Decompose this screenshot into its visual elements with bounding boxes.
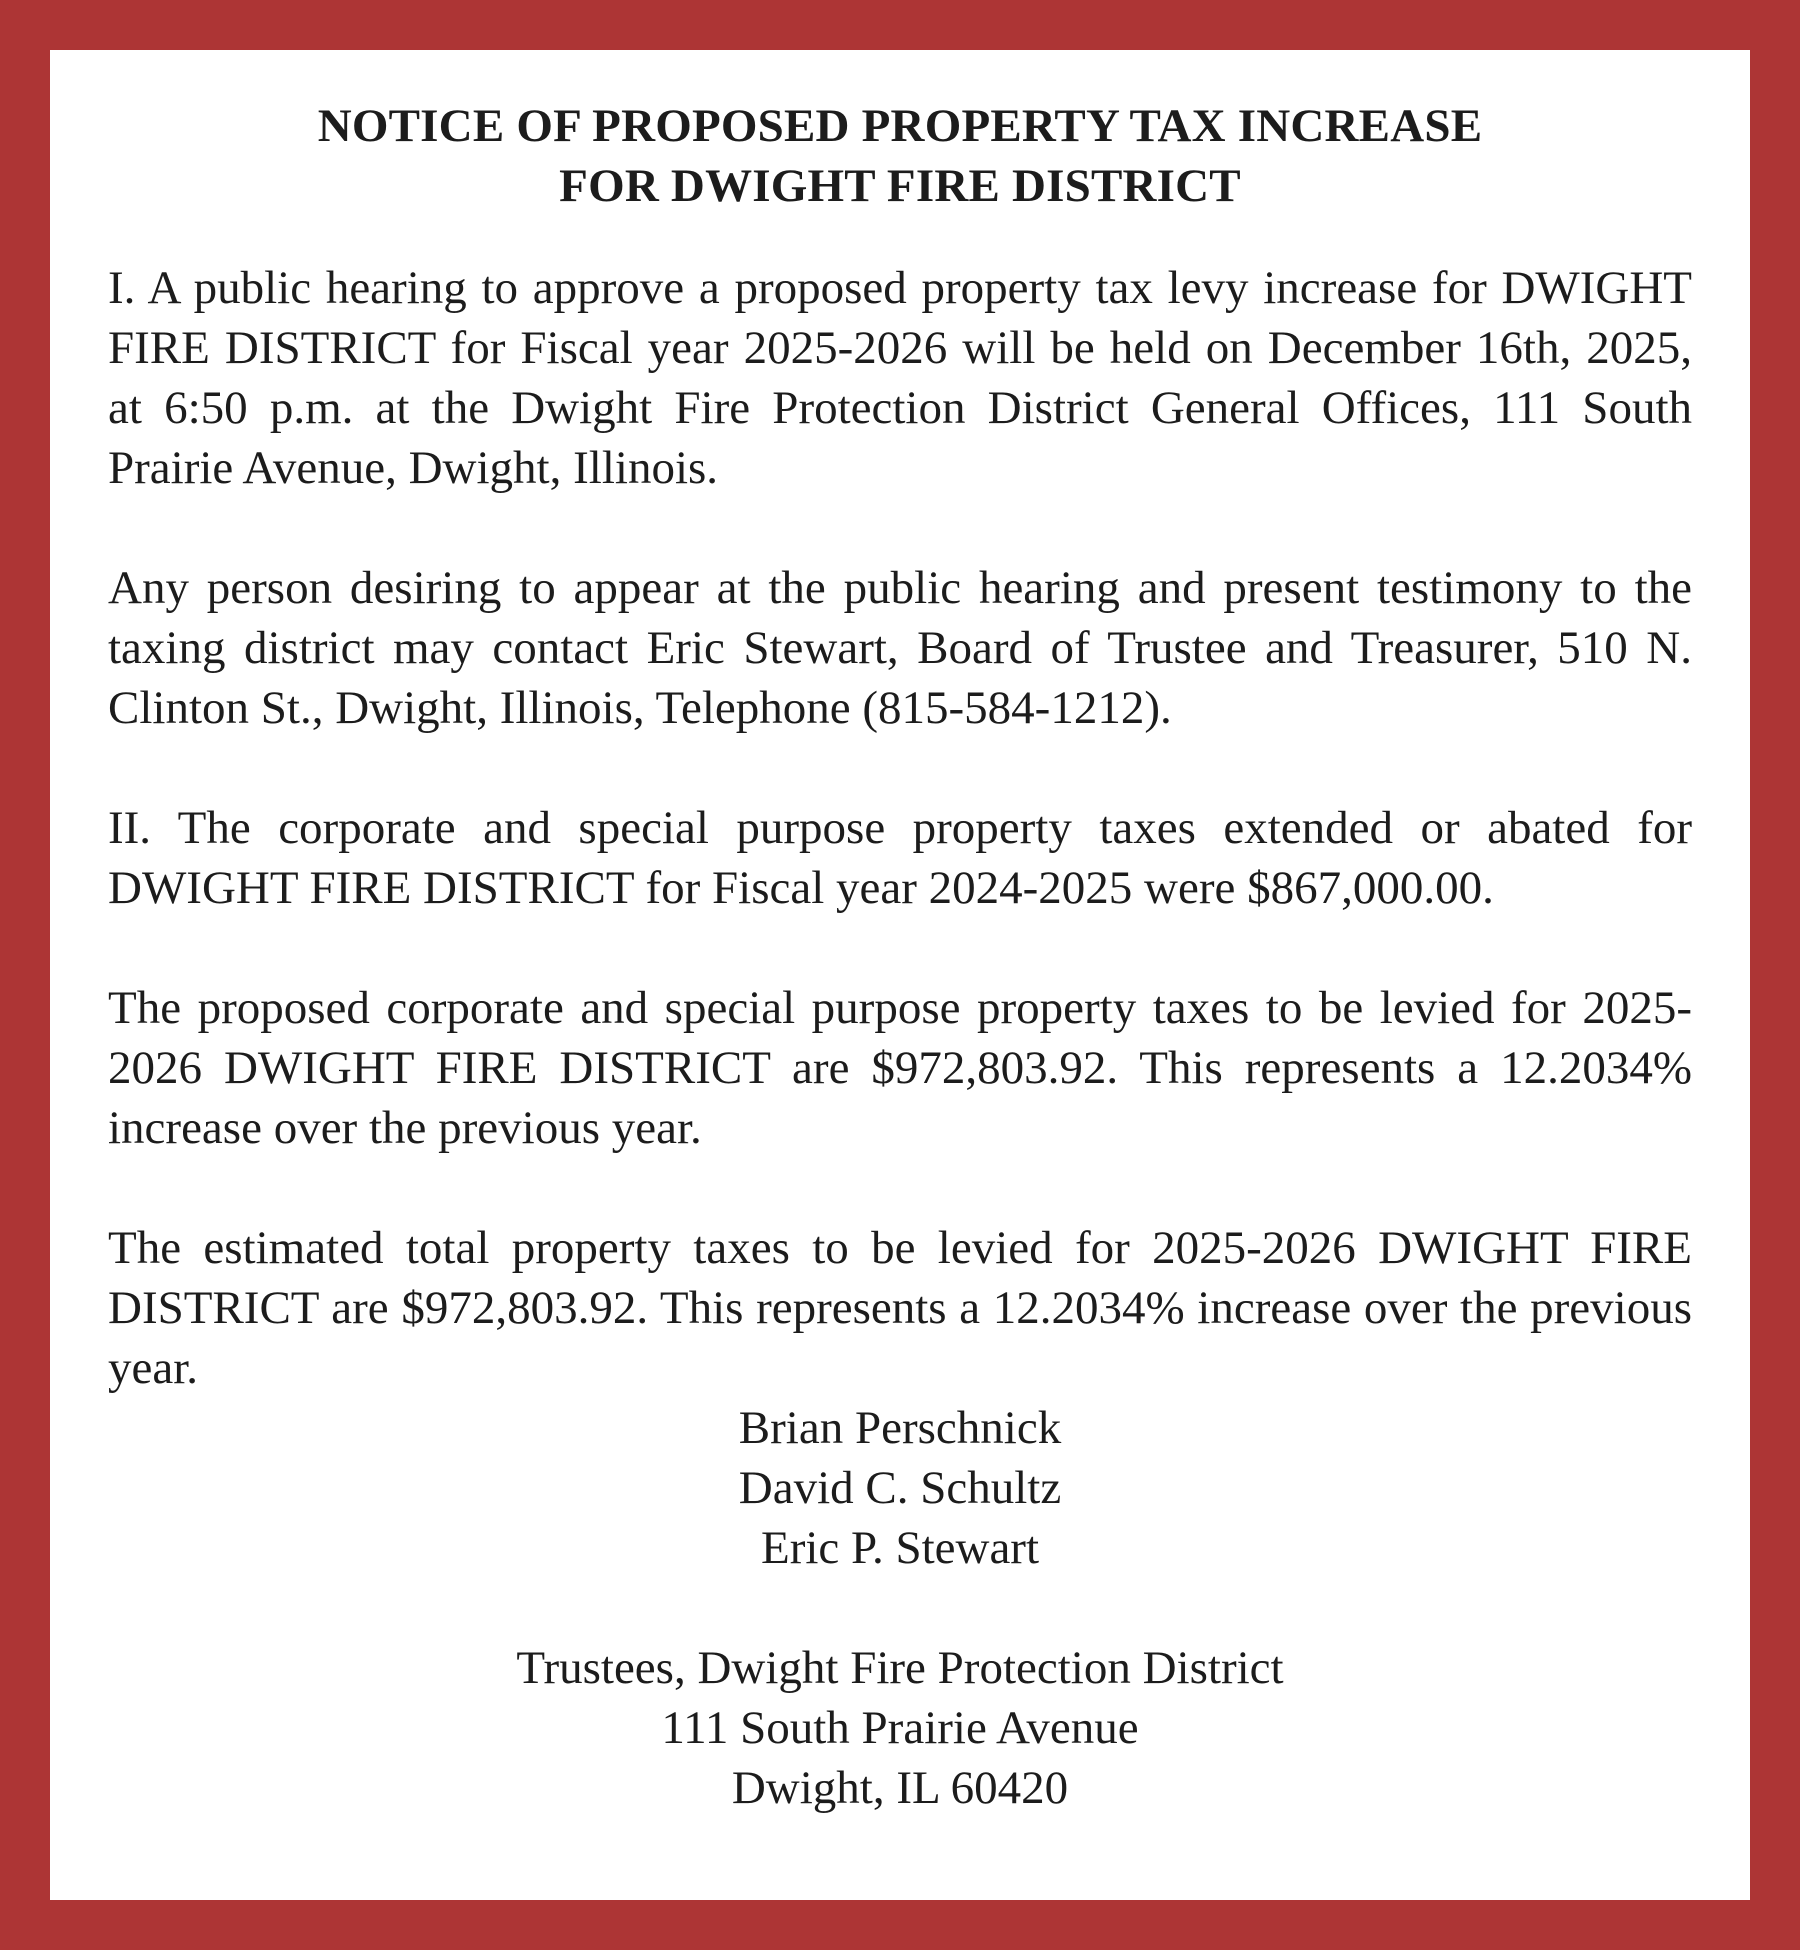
signatory-name: Eric P. Stewart <box>760 1522 1040 1574</box>
paragraph-prior-taxes: II. The corporate and special purpose property taxes extended or abated for DWIGHT FIRE DISTRICT for Fiscal year 2024-2025 were $867,000.00. <box>108 802 1692 914</box>
notice-body <box>108 258 1692 1398</box>
paragraph-proposed-taxes: The proposed corporate and special purpose property taxes to be levied for 2025-2026 DWIGHT FIRE DISTRICT are $972,803.92. This represents a 12.2034% increase over the previous year. <box>108 982 1692 1154</box>
notice-panel <box>50 50 1750 1900</box>
notice-title <box>108 50 1692 216</box>
trustee-street: 111 South Prairie Avenue <box>661 1702 1139 1754</box>
signatory-name: David C. Schultz <box>738 1462 1062 1514</box>
signatories <box>108 1398 1692 1578</box>
signatory-name: Brian Perschnick <box>738 1402 1062 1454</box>
title-line-2: FOR DWIGHT FIRE DISTRICT <box>559 160 1241 212</box>
trustee-city: Dwight, IL 60420 <box>731 1762 1069 1814</box>
trustee-organization: Trustees, Dwight Fire Protection District <box>516 1642 1284 1694</box>
paragraph-estimated-total: The estimated total property taxes to be levied for 2025-2026 DWIGHT FIRE DISTRICT are $972,803.92. This represents a 12.2034% increase over the previous year. <box>108 1222 1692 1394</box>
paragraph-hearing: I. A public hearing to approve a proposed property tax levy increase for DWIGHT FIRE DISTRICT for Fiscal year 2025-2026 will be held on December 16th, 2025, at 6:50 p.m. at the Dwight Fire Protection District General Offices, 111 South Prairie Avenue, Dwight, Illinois. <box>108 262 1692 494</box>
title-line-1: NOTICE OF PROPOSED PROPERTY TAX INCREASE <box>317 100 1483 152</box>
paragraph-testimony-contact: Any person desiring to appear at the public hearing and present testimony to the taxing district may contact Eric Stewart, Board of Trustee and Treasurer, 510 N. Clinton St., Dwight, Illinois, Telephone (815-584-1212). <box>108 562 1692 734</box>
trustee-address-block <box>108 1638 1692 1818</box>
